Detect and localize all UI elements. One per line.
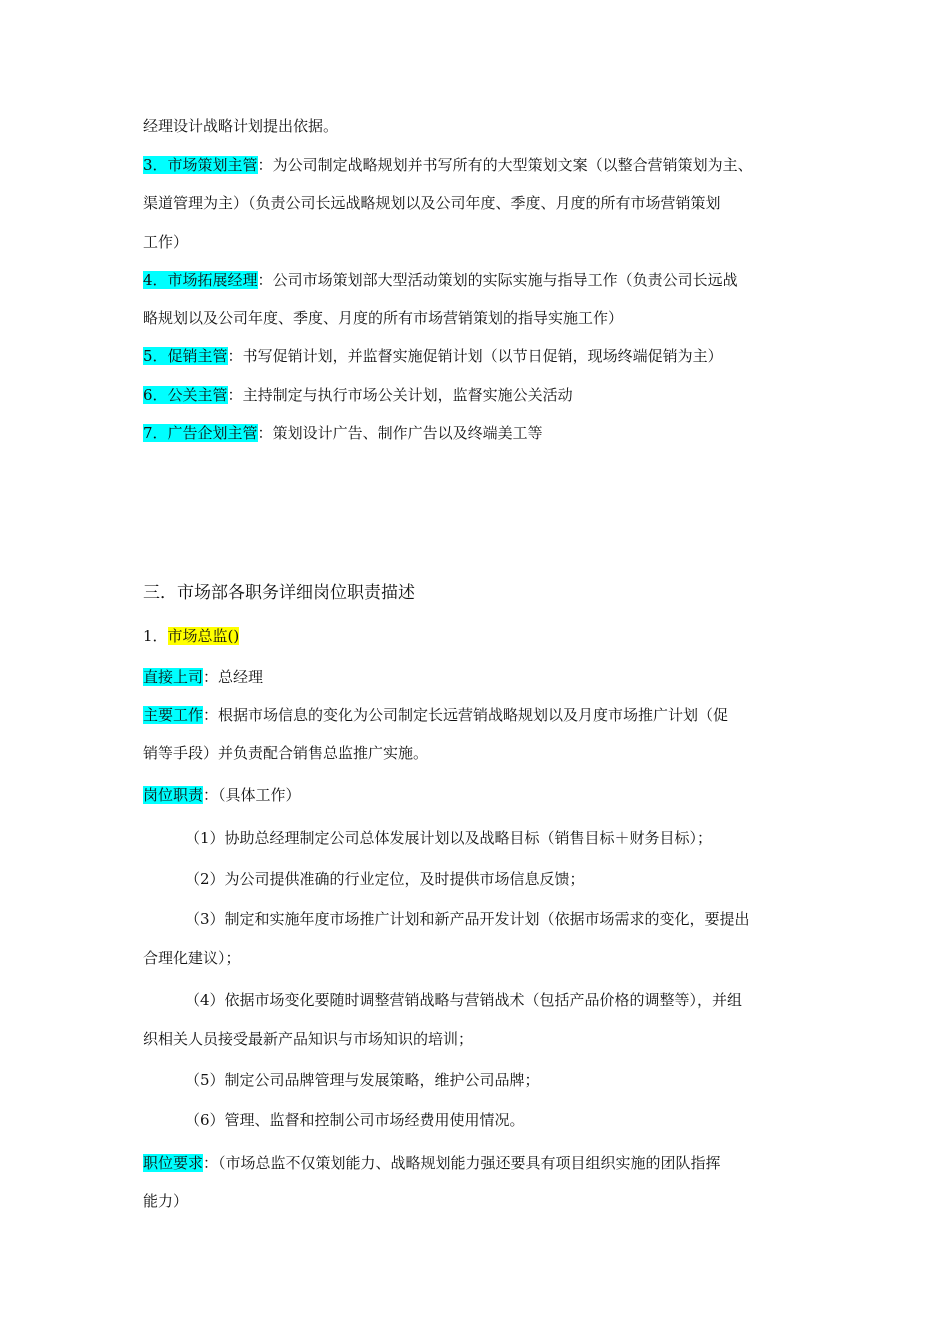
duty-item-continuation: 合理化建议）； [143, 949, 241, 967]
role-6-line-1 [143, 385, 573, 405]
role-6-sep: ： [227, 386, 243, 404]
main-work-text-1: ：根据市场信息的变化为公司制定长远营销战略规划以及月度市场推广计划（促 [203, 706, 729, 724]
boss-value: ：总经理 [203, 668, 264, 686]
role-5-line-1 [143, 346, 723, 366]
role-3-text-1: 为公司制定战略规划并书写所有的大型策划文案（以整合营销策划为主、 [272, 156, 753, 174]
role-4-sep: ： [257, 271, 273, 289]
duty-item: （6）管理、监督和控制公司市场经费用使用情况。 [185, 1111, 525, 1129]
role-6-title: 6．公关主管 [143, 386, 228, 404]
duty-item: （2）为公司提供准确的行业定位，及时提供市场信息反馈； [185, 870, 585, 888]
role-4-text-1: 公司市场策划部大型活动策划的实际实施与指导工作（负责公司长远战 [272, 271, 738, 289]
duty-item: （5）制定公司品牌管理与发展策略，维护公司品牌； [185, 1071, 540, 1089]
role-5-text-1: 书写促销计划，并监督实施促销计划（以节日促销，现场终端促销为主） [242, 347, 723, 365]
duty-item: （4）依据市场变化要随时调整营销战略与营销战术（包括产品价格的调整等），并组 [185, 991, 743, 1009]
role-3-title: 3．市场策划主管 [143, 156, 258, 174]
section-heading: 三．市场部各职务详细岗位职责描述 [143, 583, 415, 603]
role-4-line-1 [143, 270, 738, 290]
requirement-line-1 [143, 1153, 721, 1173]
role-6-text-1: 主持制定与执行市场公关计划，监督实施公关活动 [242, 386, 573, 404]
duty-item: （1）协助总经理制定公司总体发展计划以及战略目标（销售目标＋财务目标）； [185, 829, 713, 847]
duty-line [143, 785, 301, 805]
role-3-text-2: 渠道管理为主）（负责公司长远战略规划以及公司年度、季度、月度的所有市场营销策划 [143, 194, 721, 212]
role-5-sep: ： [227, 347, 243, 365]
role-3-text-3: 工作） [143, 233, 189, 251]
role-4-title: 4．市场拓展经理 [143, 271, 258, 289]
item-1-title: 市场总监() [167, 627, 240, 645]
duty-item: （3）制定和实施年度市场推广计划和新产品开发计划（依据市场需求的变化，要提出 [185, 910, 750, 928]
duty-label: 岗位职责 [143, 786, 204, 804]
role-4-text-2: 略规划以及公司年度、季度、月度的所有市场营销策划的指导实施工作） [143, 309, 624, 327]
role-7-title: 7．广告企划主管 [143, 424, 258, 442]
main-work-text-2: 销等手段）并负责配合销售总监推广实施。 [143, 744, 429, 762]
main-work-line-1 [143, 705, 728, 725]
item-1-number: 1． [143, 627, 168, 645]
role-3-line-1 [143, 155, 753, 175]
requirement-label: 职位要求 [143, 1154, 204, 1172]
paragraph-continuation: 经理设计战略计划提出依据。 [143, 117, 339, 135]
role-7-line-1 [143, 423, 543, 443]
duty-item-continuation: 织相关人员接受最新产品知识与市场知识的培训； [143, 1030, 474, 1048]
boss-line [143, 667, 263, 687]
boss-label: 直接上司 [143, 668, 204, 686]
duty-suffix: ：（具体工作） [203, 786, 301, 804]
role-5-title: 5．促销主管 [143, 347, 228, 365]
role-7-text-1: 策划设计广告、制作广告以及终端美工等 [272, 424, 543, 442]
role-3-sep: ： [257, 156, 273, 174]
item-1-line [143, 626, 239, 646]
requirement-text-1: ：（市场总监不仅策划能力、战略规划能力强还要具有项目组织实施的团队指挥 [203, 1154, 721, 1172]
role-7-sep: ： [257, 424, 273, 442]
requirement-text-2: 能力） [143, 1192, 189, 1210]
main-work-label: 主要工作 [143, 706, 204, 724]
